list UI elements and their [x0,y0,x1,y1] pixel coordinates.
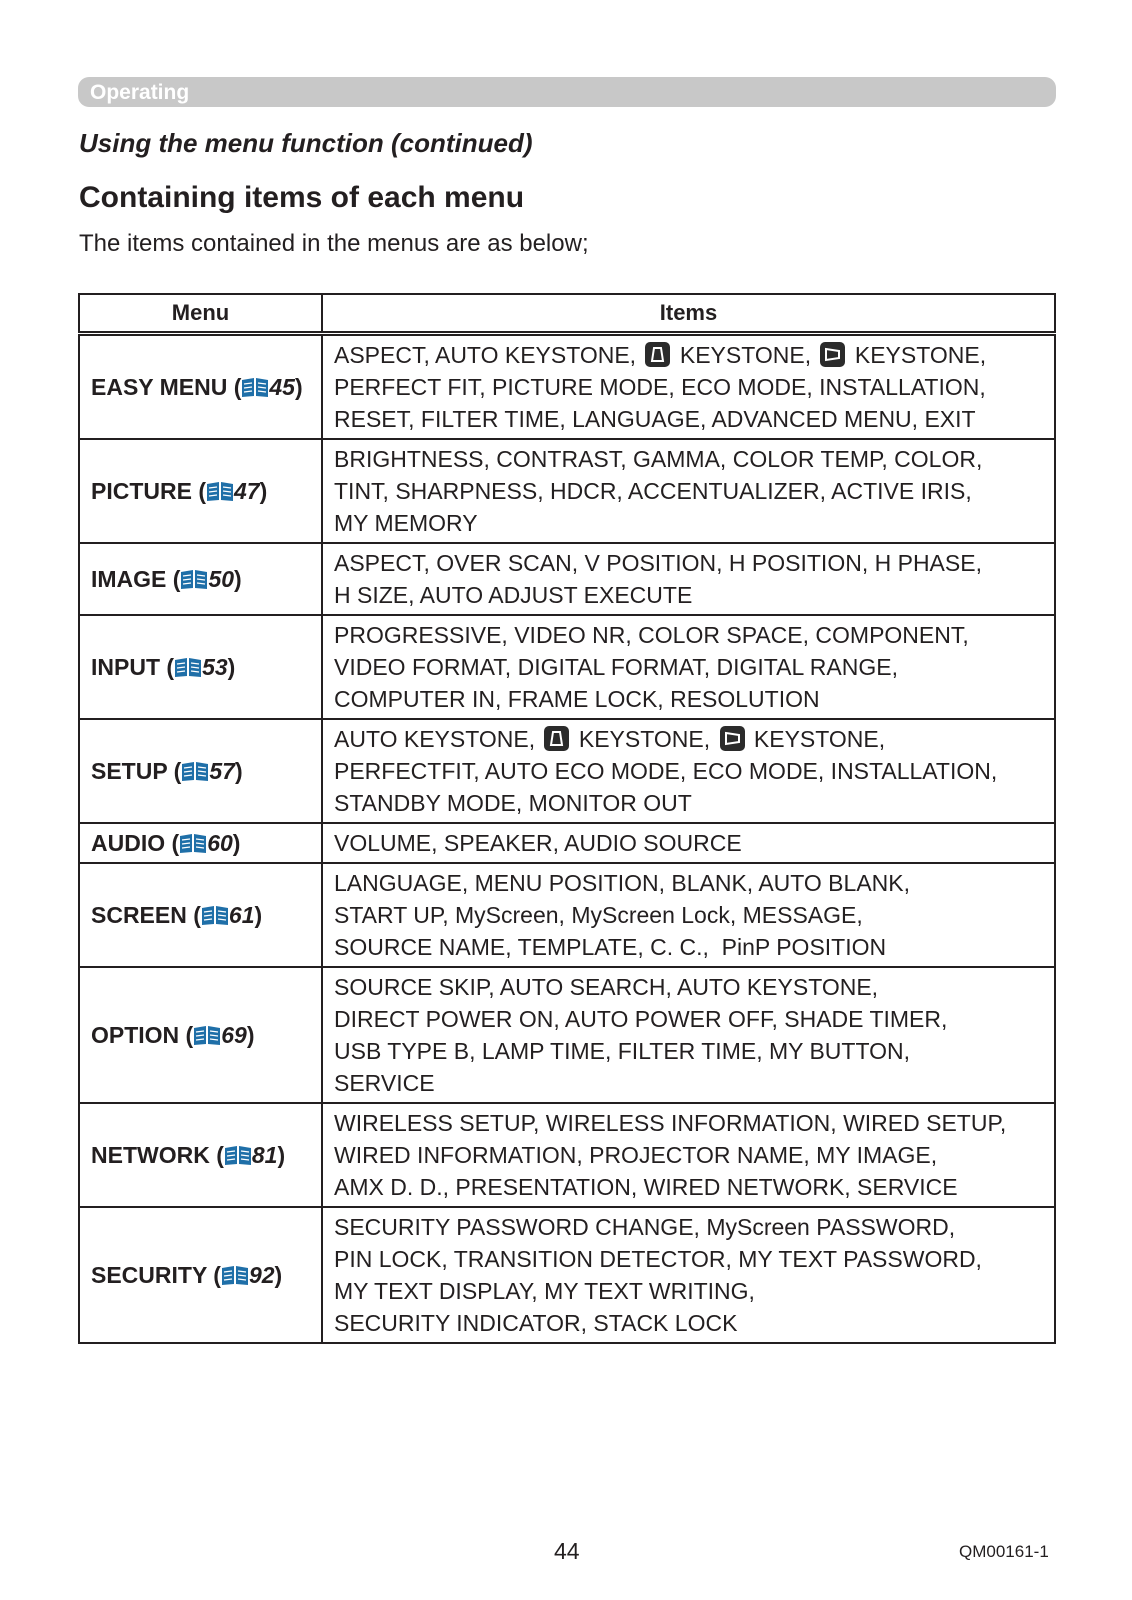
manual-reference-icon [193,1024,221,1046]
items-line [334,1275,1050,1307]
menu-name: INPUT [91,654,160,680]
page-reference[interactable]: 47 [234,478,260,504]
items-line [334,971,1050,1003]
page-reference[interactable]: 53 [202,654,228,680]
items-line [334,899,1050,931]
items-text: H SIZE, AUTO ADJUST EXECUTE [334,582,693,608]
manual-reference-icon [180,568,208,590]
items-cell [322,863,1055,967]
items-line [334,651,1050,683]
page-reference[interactable]: 81 [251,1142,278,1168]
items-line [334,1171,1050,1203]
items-cell [322,967,1055,1103]
items-line [334,619,1050,651]
items-text: BRIGHTNESS, CONTRAST, GAMMA, COLOR TEMP, COLOR, [334,446,983,472]
items-text: KEYSTONE, [673,342,818,368]
items-text: COMPUTER IN, FRAME LOCK, RESOLUTION [334,686,820,712]
table-row [79,543,1055,615]
menu-name-cell: INPUT ( 53) [79,615,322,719]
items-text: PROGRESSIVE, VIDEO NR, COLOR SPACE, COMPONENT, [334,622,969,648]
items-line [334,1003,1050,1035]
document-code: QM00161-1 [959,1542,1049,1561]
items-text: SECURITY PASSWORD CHANGE, MyScreen PASSWORD, [334,1214,956,1240]
table-row [79,439,1055,543]
menu-name-cell: PICTURE ( 47) [79,439,322,543]
table-body [79,334,1055,1344]
table-row [79,334,1055,440]
table-row [79,1207,1055,1343]
menu-name-cell: NETWORK ( 81) [79,1103,322,1207]
section-label: Operating [90,81,190,104]
items-line [334,371,1050,403]
items-line [334,1107,1050,1139]
items-text: USB TYPE B, LAMP TIME, FILTER TIME, MY BUTTON, [334,1038,910,1064]
manual-reference-icon [206,480,234,502]
manual-reference-icon [241,376,269,398]
items-cell [322,439,1055,543]
items-cell [322,823,1055,863]
table-row [79,823,1055,863]
items-text: ASPECT, AUTO KEYSTONE, [334,342,643,368]
manual-reference-icon [221,1264,249,1286]
table-row [79,719,1055,823]
items-text: KEYSTONE, [572,726,717,752]
items-text: PERFECT FIT, PICTURE MODE, ECO MODE, INSTALLATION, [334,374,986,400]
items-text: AUTO KEYSTONE, [334,726,542,752]
page-reference[interactable]: 57 [209,758,235,784]
menu-name: IMAGE [91,566,167,592]
items-text: AMX D. D., PRESENTATION, WIRED NETWORK, SERVICE [334,1174,958,1200]
page-reference[interactable]: 60 [207,830,233,856]
items-line [334,827,1050,859]
items-line [334,1035,1050,1067]
items-line [334,931,1050,963]
items-line [334,547,1050,579]
items-text: SOURCE SKIP, AUTO SEARCH, AUTO KEYSTONE, [334,974,879,1000]
page-reference[interactable]: 50 [208,566,235,592]
items-text: TINT, SHARPNESS, HDCR, ACCENTUALIZER, ACTIVE IRIS, [334,478,972,504]
items-text: STANDBY MODE, MONITOR OUT [334,790,692,816]
table-row [79,863,1055,967]
items-text: PERFECTFIT, AUTO ECO MODE, ECO MODE, INSTALLATION, [334,758,998,784]
items-line [334,1211,1050,1243]
horizontal-keystone-icon [820,342,845,367]
table-row [79,615,1055,719]
section-bar [78,77,1056,107]
table-row [79,967,1055,1103]
items-text: VOLUME, SPEAKER, AUDIO SOURCE [334,830,742,856]
menu-name: NETWORK [91,1142,210,1168]
items-text: WIRED INFORMATION, PROJECTOR NAME, MY IMAGE, [334,1142,938,1168]
items-line [334,787,1050,819]
items-line [334,443,1050,475]
manual-reference-icon [201,904,229,926]
page-reference[interactable]: 92 [248,1262,275,1288]
menu-name: OPTION [91,1022,180,1048]
manual-reference-icon [181,760,209,782]
menu-name-cell: SCREEN ( 61) [79,863,322,967]
items-cell [322,1103,1055,1207]
items-text: MY MEMORY [334,510,478,536]
menu-name: PICTURE [91,478,192,504]
items-text: ASPECT, OVER SCAN, V POSITION, H POSITION, H PHASE, [334,550,982,576]
items-line [334,1243,1050,1275]
menu-items-table [78,293,1056,1344]
page-reference[interactable]: 45 [269,374,295,400]
intro-text: The items contained in the menus are as below; [79,230,589,257]
vertical-keystone-icon [544,726,569,751]
items-text: MY TEXT DISPLAY, MY TEXT WRITING, [334,1278,755,1304]
manual-reference-icon [179,832,207,854]
menu-name: SETUP [91,758,168,784]
page-reference[interactable]: 61 [228,902,255,928]
items-line [334,755,1050,787]
menu-name-cell: SETUP ( 57) [79,719,322,823]
manual-reference-icon [224,1144,252,1166]
menu-name-cell: AUDIO ( 60) [79,823,322,863]
horizontal-keystone-icon [720,726,745,751]
items-line [334,683,1050,715]
items-line [334,507,1050,539]
items-column-header: Items [322,294,1055,334]
table-header-row [79,294,1055,334]
menu-column-header: Menu [79,294,322,334]
items-line [334,867,1050,899]
menu-name-cell: SECURITY ( 92) [79,1207,322,1343]
items-line [334,579,1050,611]
items-text: KEYSTONE, [848,342,987,368]
subtitle: Using the menu function (continued) [79,128,533,158]
page-heading: Containing items of each menu [79,181,525,214]
items-text: LANGUAGE, MENU POSITION, BLANK, AUTO BLANK, [334,870,910,896]
menu-name-cell: EASY MENU ( 45) [79,334,322,440]
items-line [334,1067,1050,1099]
menu-name-cell: IMAGE ( 50) [79,543,322,615]
items-line [334,403,1050,435]
menu-name: EASY MENU [91,374,228,400]
menu-name: SCREEN [91,902,187,928]
vertical-keystone-icon [645,342,670,367]
items-text: START UP, MyScreen, MyScreen Lock, MESSAGE, [334,902,863,928]
items-text: WIRELESS SETUP, WIRELESS INFORMATION, WIRED SETUP, [334,1110,1007,1136]
items-line [334,1307,1050,1339]
items-text: PIN LOCK, TRANSITION DETECTOR, MY TEXT PASSWORD, [334,1246,982,1272]
items-cell [322,1207,1055,1343]
items-line [334,339,1050,371]
items-cell [322,334,1055,440]
items-line [334,475,1050,507]
items-text: SECURITY INDICATOR, STACK LOCK [334,1310,738,1336]
items-line [334,723,1050,755]
menu-name: AUDIO [91,830,166,856]
page-reference[interactable]: 69 [221,1022,247,1048]
items-text: DIRECT POWER ON, AUTO POWER OFF, SHADE TIMER, [334,1006,948,1032]
manual-reference-icon [174,656,202,678]
items-cell [322,543,1055,615]
menu-name-cell: OPTION ( 69) [79,967,322,1103]
items-line [334,1139,1050,1171]
items-text: RESET, FILTER TIME, LANGUAGE, ADVANCED MENU, EXIT [334,406,976,432]
items-cell [322,615,1055,719]
page-number: 44 [554,1538,580,1564]
items-cell [322,719,1055,823]
items-text: VIDEO FORMAT, DIGITAL FORMAT, DIGITAL RANGE, [334,654,898,680]
items-text: KEYSTONE, [747,726,886,752]
menu-name: SECURITY [91,1262,207,1288]
table-row [79,1103,1055,1207]
items-text: SOURCE NAME, TEMPLATE, C. C., PinP POSITION [334,934,887,960]
items-text: SERVICE [334,1070,435,1096]
